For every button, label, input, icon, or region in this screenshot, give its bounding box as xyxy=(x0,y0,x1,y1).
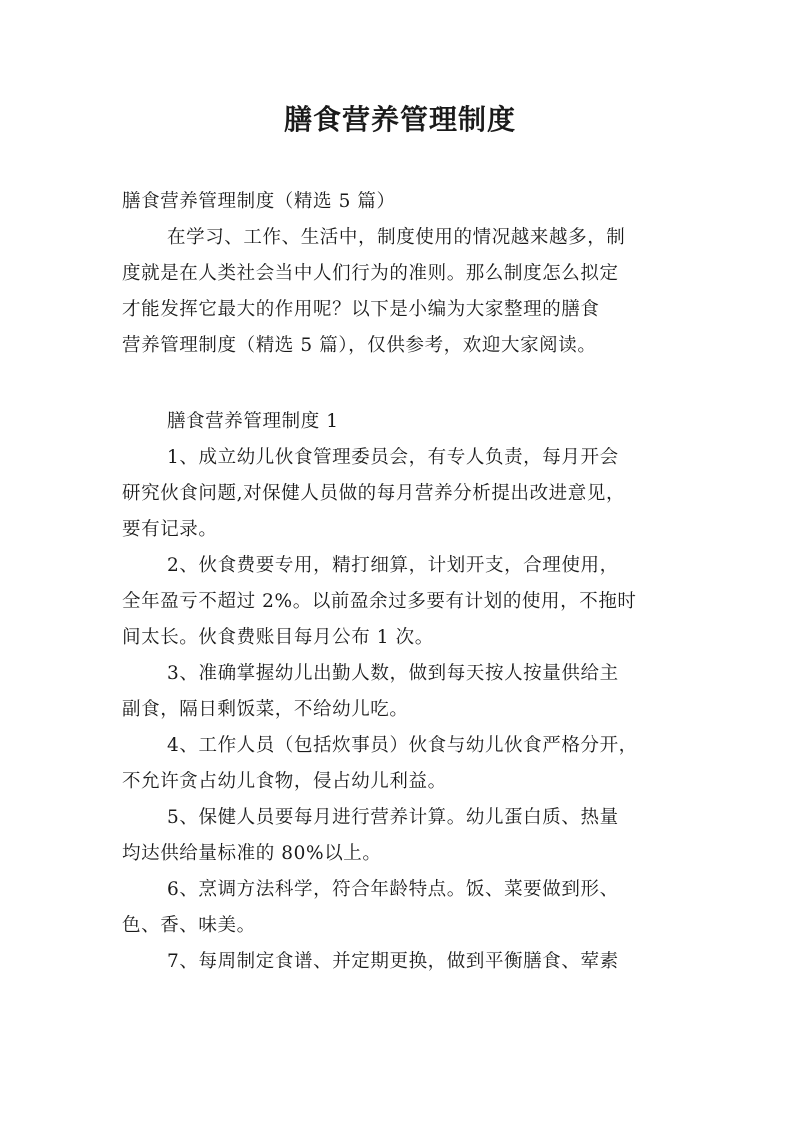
intro-line: 营养管理制度（精选 5 篇），仅供参考，欢迎大家阅读。 xyxy=(122,335,597,356)
list-item: 1、成立幼儿伙食管理委员会，有专人负责，每月开会 研究伙食问题,对保健人员做的每月营养分析提出改进意见， 要有记录。 xyxy=(122,447,626,540)
list-item: 7、每周制定食谱、并定期更换，做到平衡膳食、荤素 xyxy=(167,951,619,972)
page-title: 膳食营养管理制度 xyxy=(283,103,516,136)
section-heading: 膳食营养管理制度 1 xyxy=(167,411,339,432)
intro-line: 度就是在人类社会当中人们行为的准则。那么制度怎么拟定 xyxy=(122,263,619,284)
intro-line: 在学习、工作、生活中，制度使用的情况越来越多，制 xyxy=(167,227,626,248)
list-item: 2、伙食费要专用，精打细算，计划开支，合理使用， 全年盈亏不超过 2%。以前盈余过多要有计划的使用，不拖时 间太长。伙食费账目每月公布 1 次。 xyxy=(122,555,637,648)
list-item: 3、准确掌握幼儿出勤人数，做到每天按人按量供给主 副食，隔日剩饭菜，不给幼儿吃。 xyxy=(122,663,619,720)
list-item: 5、保健人员要每月进行营养计算。幼儿蛋白质、热量 均达供给量标准的 80%以上。 xyxy=(122,807,619,864)
intro-line: 才能发挥它最大的作用呢？以下是小编为大家整理的膳食 xyxy=(122,299,600,320)
list-item: 4、工作人员（包括炊事员）伙食与幼儿伙食严格分开， 不允许贪占幼儿食物，侵占幼儿利益。 xyxy=(122,735,638,792)
document-body xyxy=(122,184,682,980)
intro-paragraph xyxy=(122,220,682,364)
list-item: 6、烹调方法科学，符合年龄特点。饭、菜要做到形、 色、香、味美。 xyxy=(122,879,619,936)
paragraph-gap xyxy=(122,364,682,404)
document-subtitle: 膳食营养管理制度（精选 5 篇） xyxy=(122,191,396,212)
